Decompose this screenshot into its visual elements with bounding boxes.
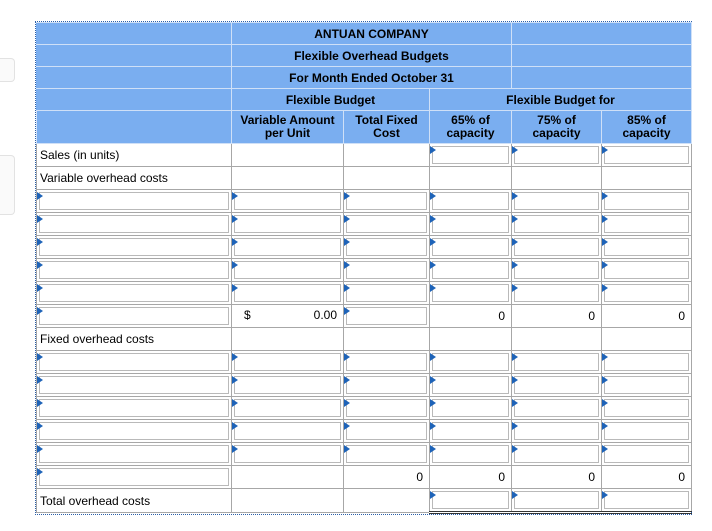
- cap65-input[interactable]: [430, 236, 512, 259]
- fixed-cap65-total: 0: [430, 466, 512, 489]
- total-fixed-input[interactable]: [344, 213, 430, 236]
- fixed-cost-row: [37, 397, 692, 420]
- variable-cap65-total: 0: [430, 305, 512, 328]
- total-overhead-row: [37, 489, 692, 513]
- sales-cap65-input[interactable]: [430, 144, 512, 167]
- fixed-cost-row: [37, 351, 692, 374]
- variable-cost-name-input[interactable]: [37, 259, 232, 282]
- variable-cost-row: [37, 213, 692, 236]
- variable-cost-name-input[interactable]: [37, 282, 232, 305]
- variable-amount-input[interactable]: [232, 397, 344, 420]
- variable-cap85-total: 0: [602, 305, 692, 328]
- variable-amount-input[interactable]: [232, 190, 344, 213]
- cap65-input[interactable]: [430, 397, 512, 420]
- cap75-input[interactable]: [512, 443, 602, 466]
- variable-amount-input[interactable]: [232, 420, 344, 443]
- cap85-input[interactable]: [602, 443, 692, 466]
- variable-amount-total-value: 0.00: [313, 308, 337, 322]
- report-title: Flexible Overhead Budgets: [232, 45, 512, 67]
- fixed-total-row: [37, 466, 692, 489]
- total-fixed-input[interactable]: [344, 351, 430, 374]
- variable-amount-total: [232, 305, 344, 328]
- total-cap65-input[interactable]: [430, 489, 512, 513]
- cap75-input[interactable]: [512, 282, 602, 305]
- cap75-input[interactable]: [512, 259, 602, 282]
- cap75-input[interactable]: [512, 190, 602, 213]
- total-fixed-input[interactable]: [344, 190, 430, 213]
- cap65-input[interactable]: [430, 190, 512, 213]
- col-cap65: 65% of capacity: [430, 111, 512, 144]
- cap75-input[interactable]: [512, 351, 602, 374]
- col-total-fixed: Total Fixed Cost: [344, 111, 430, 144]
- fixed-total-fixed-total: 0: [344, 466, 430, 489]
- variable-amount-input[interactable]: [232, 213, 344, 236]
- total-cap85-input[interactable]: [602, 489, 692, 513]
- fixed-cost-name-input[interactable]: [37, 397, 232, 420]
- cap85-input[interactable]: [602, 259, 692, 282]
- cap85-input[interactable]: [602, 374, 692, 397]
- cap65-input[interactable]: [430, 420, 512, 443]
- cap65-input[interactable]: [430, 259, 512, 282]
- sales-cap85-input[interactable]: [602, 144, 692, 167]
- col-cap75: 75% of capacity: [512, 111, 602, 144]
- variable-amount-input[interactable]: [232, 374, 344, 397]
- company-name: ANTUAN COMPANY: [232, 23, 512, 45]
- total-fixed-input[interactable]: [344, 374, 430, 397]
- cap85-input[interactable]: [602, 236, 692, 259]
- col-cap85: 85% of capacity: [602, 111, 692, 144]
- variable-cost-name-input[interactable]: [37, 213, 232, 236]
- variable-cost-row: [37, 236, 692, 259]
- cap65-input[interactable]: [430, 443, 512, 466]
- fixed-cap85-total: 0: [602, 466, 692, 489]
- cap65-input[interactable]: [430, 282, 512, 305]
- total-cap75-input[interactable]: [512, 489, 602, 513]
- flexible-budget-for-group-header: Flexible Budget for: [430, 89, 692, 111]
- fixed-overhead-label: Fixed overhead costs: [37, 328, 232, 351]
- total-fixed-input[interactable]: [344, 443, 430, 466]
- variable-amount-input[interactable]: [232, 282, 344, 305]
- variable-cost-name-input[interactable]: [37, 190, 232, 213]
- fixed-cost-name-input[interactable]: [37, 443, 232, 466]
- cap65-input[interactable]: [430, 351, 512, 374]
- variable-cost-name-input[interactable]: [37, 236, 232, 259]
- fixed-cost-name-input[interactable]: [37, 374, 232, 397]
- cap75-input[interactable]: [512, 397, 602, 420]
- col-variable-amount: Variable Amount per Unit: [232, 111, 344, 144]
- currency-sign: $: [244, 308, 251, 322]
- total-fixed-input[interactable]: [344, 397, 430, 420]
- fixed-cost-name-input[interactable]: [37, 351, 232, 374]
- cap85-input[interactable]: [602, 420, 692, 443]
- fixed-cost-row: [37, 443, 692, 466]
- cap65-input[interactable]: [430, 374, 512, 397]
- variable-total-row: [37, 305, 692, 328]
- variable-cost-row: [37, 190, 692, 213]
- cap75-input[interactable]: [512, 420, 602, 443]
- total-fixed-input[interactable]: [344, 259, 430, 282]
- variable-cost-row: [37, 259, 692, 282]
- cap85-input[interactable]: [602, 351, 692, 374]
- cap85-input[interactable]: [602, 397, 692, 420]
- side-tab-upper: [0, 58, 15, 82]
- variable-amount-input[interactable]: [232, 443, 344, 466]
- total-fixed-input[interactable]: [344, 236, 430, 259]
- fixed-cost-row: [37, 374, 692, 397]
- side-tab-lower: [0, 155, 15, 215]
- fixed-cost-row: [37, 420, 692, 443]
- cap75-input[interactable]: [512, 374, 602, 397]
- variable-amount-input[interactable]: [232, 259, 344, 282]
- variable-amount-input[interactable]: [232, 236, 344, 259]
- fixed-total-label-input[interactable]: [37, 466, 232, 489]
- total-fixed-input[interactable]: [344, 282, 430, 305]
- fixed-cap75-total: 0: [512, 466, 602, 489]
- cap85-input[interactable]: [602, 213, 692, 236]
- cap75-input[interactable]: [512, 213, 602, 236]
- cap85-input[interactable]: [602, 190, 692, 213]
- variable-cap75-total: 0: [512, 305, 602, 328]
- flexible-budget-group-header: Flexible Budget: [232, 89, 430, 111]
- variable-cost-row: [37, 282, 692, 305]
- variable-overhead-label: Variable overhead costs: [37, 167, 232, 190]
- cap75-input[interactable]: [512, 236, 602, 259]
- total-overhead-label: Total overhead costs: [37, 489, 232, 513]
- cap85-input[interactable]: [602, 282, 692, 305]
- variable-total-fixed-input[interactable]: [344, 305, 430, 328]
- variable-amount-input[interactable]: [232, 351, 344, 374]
- variable-total-label-input[interactable]: [37, 305, 232, 328]
- sales-cap75-input[interactable]: [512, 144, 602, 167]
- total-fixed-input[interactable]: [344, 420, 430, 443]
- cap65-input[interactable]: [430, 213, 512, 236]
- fixed-cost-name-input[interactable]: [37, 420, 232, 443]
- flexible-budget-table: [35, 21, 692, 515]
- sales-label: Sales (in units): [37, 144, 232, 167]
- report-period: For Month Ended October 31: [232, 67, 512, 89]
